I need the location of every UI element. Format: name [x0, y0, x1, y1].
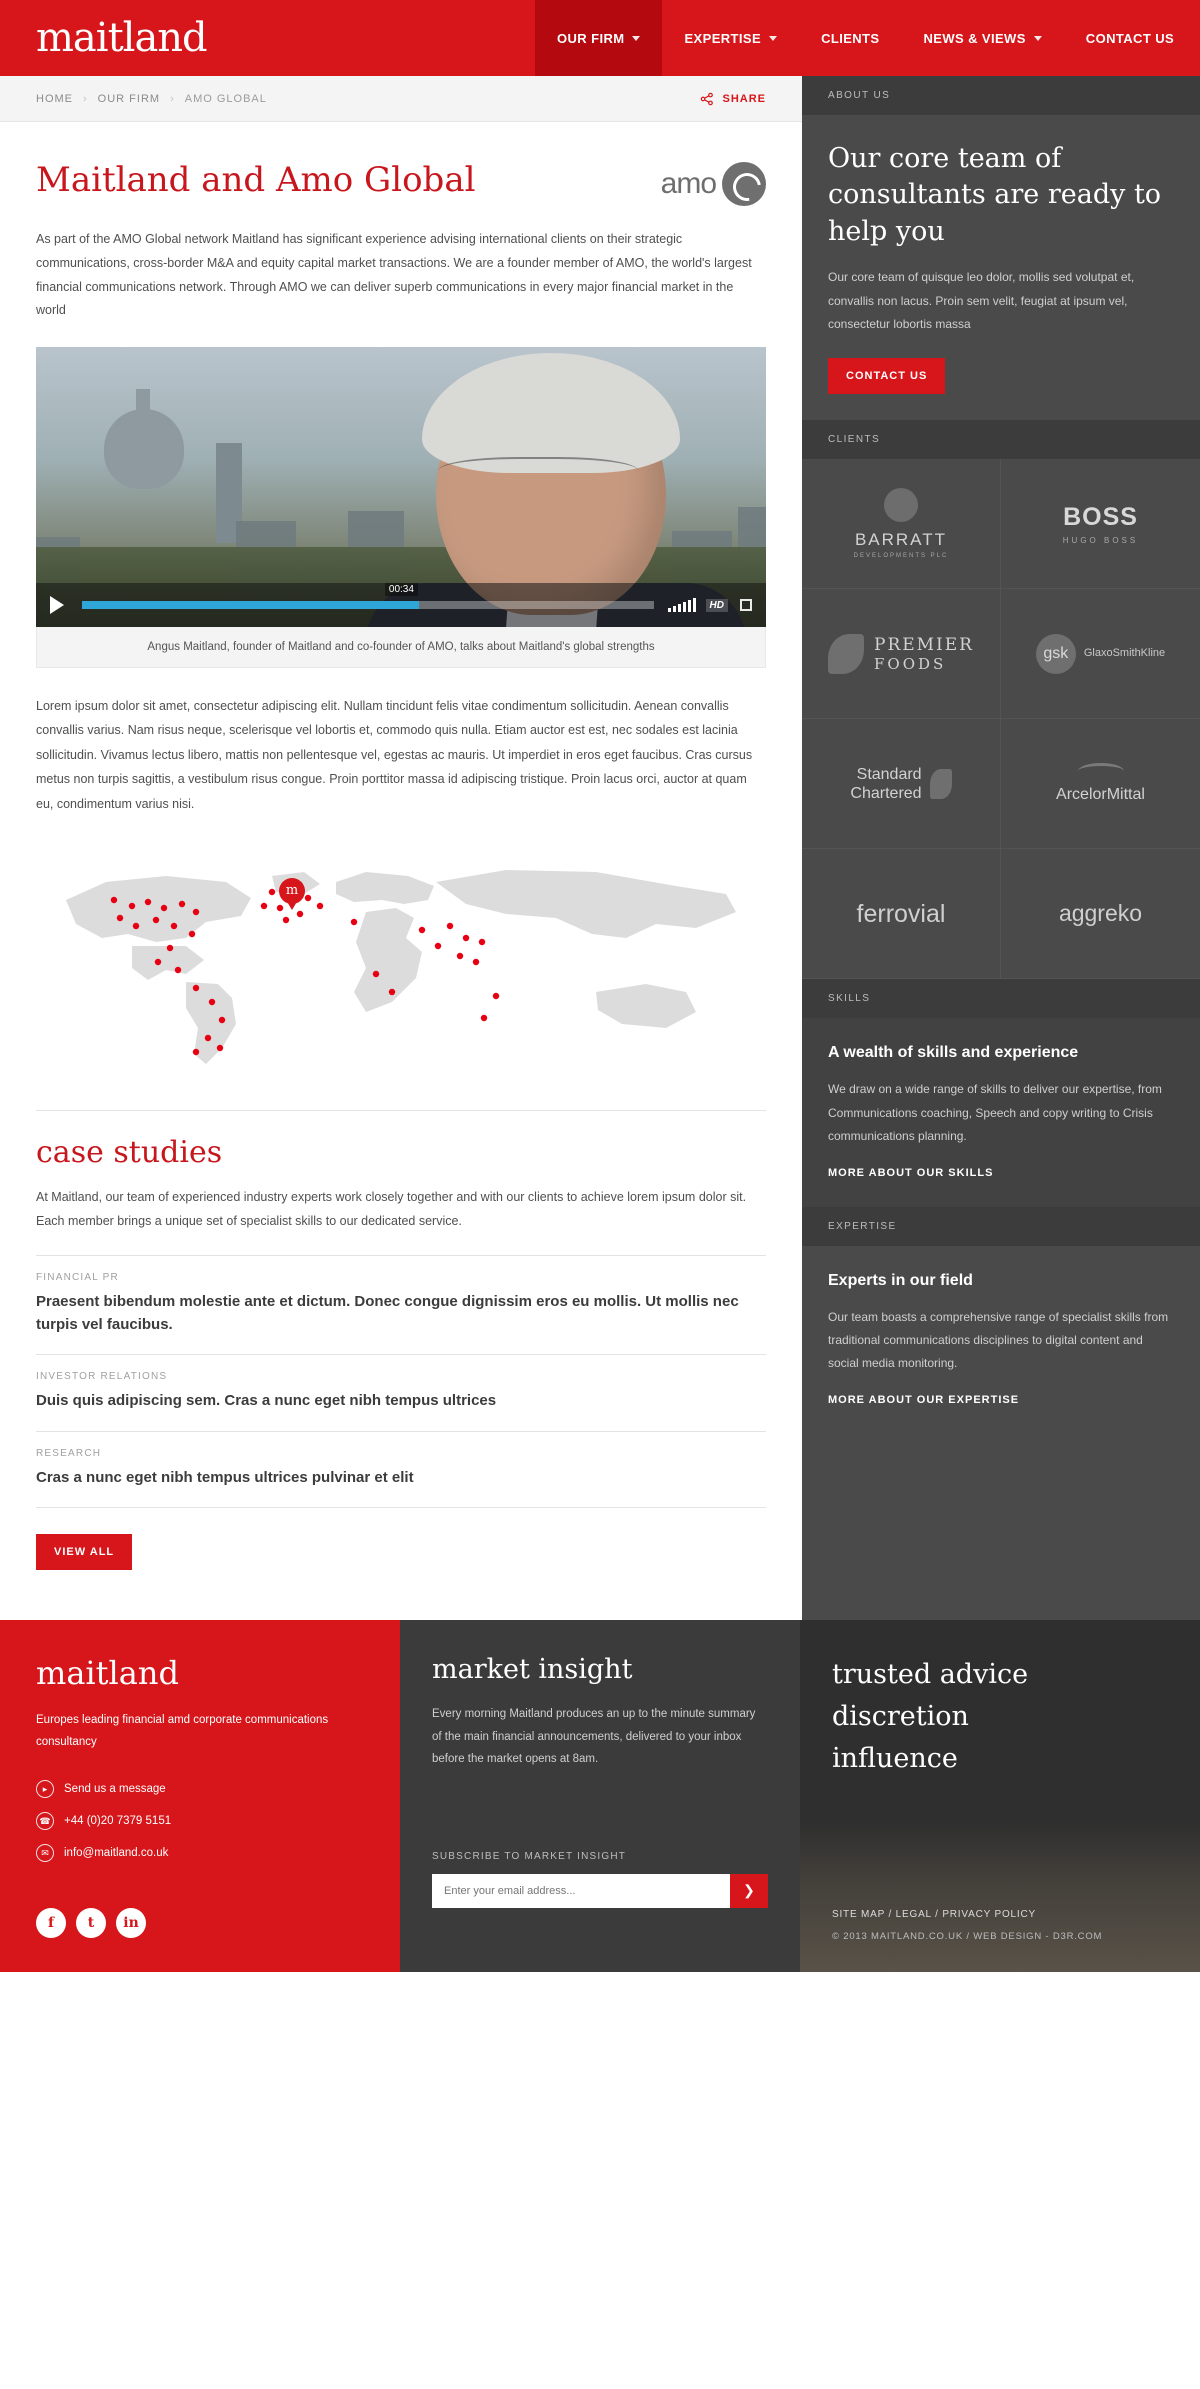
client-sub: DEVELOPMENTS PLC [853, 553, 949, 560]
volume-control[interactable] [668, 598, 752, 612]
client-logo-barratt[interactable] [802, 459, 1001, 589]
sidebar-label-clients: CLIENTS [802, 420, 1200, 459]
main-nav [535, 0, 1200, 76]
mail-icon: ✉ [36, 1844, 54, 1862]
subscribe-submit-button[interactable]: ❯ [730, 1874, 768, 1908]
footer-brand-panel [0, 1620, 400, 1972]
video-scrubber[interactable] [82, 584, 654, 609]
breadcrumb [36, 93, 267, 105]
footer-contact-label: Send us a message [64, 1783, 166, 1796]
nav-item-contact-us[interactable] [1064, 0, 1196, 76]
footer-contact-email[interactable] [36, 1844, 364, 1862]
footer-link-separator: / [935, 1909, 943, 1921]
footer-link-site-map[interactable]: SITE MAP [832, 1909, 885, 1921]
footer-copyright: © 2013 MAITLAND.CO.UK / WEB DESIGN - D3R.COM [832, 1931, 1103, 1943]
body-row [0, 76, 1200, 1620]
case-headline: Duis quis adipiscing sem. Cras a nunc eget nibh tempus ultrices [36, 1392, 497, 1410]
case-headline: Cras a nunc eget nibh tempus ultrices pulvinar et elit [36, 1468, 414, 1486]
share-icon [700, 92, 714, 106]
client-name: BOSS [1063, 503, 1138, 532]
client-sub: GlaxoSmithKline [1083, 647, 1166, 660]
skills-copy: We draw on a wide range of skills to deliver our expertise, from Communications coaching, Speech and copy writing to Crisis communications planning. [828, 1082, 1162, 1144]
article [0, 122, 802, 1620]
amo-swirl-icon [722, 162, 766, 206]
footer-logo[interactable]: maitland [36, 1654, 179, 1693]
breadcrumb-current: AMO GLOBAL [184, 92, 267, 105]
email-field[interactable] [432, 1874, 730, 1908]
case-studies-list [36, 1255, 766, 1508]
logo-area[interactable] [0, 0, 535, 76]
arcelormittal-mark-icon [1078, 763, 1124, 779]
volume-icon [668, 598, 698, 612]
chevron-down-icon [769, 36, 777, 41]
breadcrumb-separator: › [83, 92, 88, 105]
premier-leaf-icon [828, 634, 864, 674]
client-logo-standard-chartered[interactable] [802, 719, 1001, 849]
share-button[interactable] [700, 92, 766, 106]
nav-label-expertise: EXPERTISE [684, 30, 762, 46]
section-divider [36, 1110, 766, 1111]
list-item[interactable] [36, 1431, 766, 1509]
quote-line-2: discretion [832, 1701, 969, 1733]
chevron-down-icon [632, 36, 640, 41]
footer-contact-label: +44 (0)20 7379 5151 [64, 1815, 172, 1828]
breadcrumb-separator: › [170, 92, 175, 105]
about-heading: Our core team of consultants are ready to help you [828, 143, 1162, 247]
page-title: Maitland and Amo Global [36, 160, 476, 200]
article-title-row [36, 152, 766, 206]
nav-item-news-views[interactable] [901, 0, 1063, 76]
nav-label-our-firm: OUR FIRM [557, 30, 625, 46]
expertise-heading: Experts in our field [828, 1271, 973, 1289]
sidebar-label-skills: SKILLS [802, 979, 1200, 1018]
video-player[interactable] [36, 347, 766, 627]
client-name: BARRATT [854, 529, 948, 549]
case-headline: Praesent bibendum molestie ante et dictum. Donec congue dignissim eros eu mollis. Ut mollis nec turpis vel faucibus. [36, 1293, 739, 1333]
map-pin-london[interactable] [279, 878, 305, 912]
footer-tagline: Europes leading financial amd corporate communications consultancy [36, 1714, 329, 1749]
market-insight-copy: Every morning Maitland produces an up to the minute summary of the main financial announcements, delivered to your inbox before the market opens at 8am. [432, 1708, 756, 1766]
case-category: RESEARCH [36, 1447, 102, 1459]
video-time: 00:34 [385, 583, 418, 596]
main-content [0, 76, 802, 1620]
client-logo-hugo-boss[interactable] [1001, 459, 1200, 589]
client-name: gsk [1036, 634, 1076, 674]
footer-link-separator: / [888, 1909, 896, 1921]
client-name: ArcelorMittal [1056, 786, 1145, 804]
quote-line-1: trusted advice [832, 1659, 1029, 1691]
client-name: Standard [856, 765, 922, 783]
footer-links [832, 1909, 1036, 1920]
amo-logo [661, 162, 766, 206]
footer-quote-panel [800, 1620, 1200, 1972]
nav-label-news-views: NEWS & VIEWS [923, 30, 1026, 46]
client-logo-ferrovial[interactable] [802, 849, 1001, 979]
market-insight-title: market insight [432, 1654, 633, 1686]
skills-link[interactable]: MORE ABOUT OUR SKILLS [828, 1166, 994, 1179]
hd-badge[interactable]: HD [706, 599, 728, 612]
sidebar [802, 76, 1200, 1620]
client-name: PREMIER [874, 634, 974, 655]
footer-link-legal[interactable]: LEGAL [895, 1909, 932, 1921]
nav-item-our-firm[interactable] [535, 0, 662, 76]
clients-grid [802, 459, 1200, 979]
case-category: INVESTOR RELATIONS [36, 1371, 168, 1383]
video-progress [82, 601, 419, 609]
breadcrumb-bar [0, 76, 802, 122]
footer-link-privacy-policy[interactable]: PRIVACY POLICY [942, 1909, 1036, 1921]
subscribe-form [432, 1874, 768, 1908]
view-all-button[interactable]: VIEW ALL [36, 1534, 132, 1570]
case-studies-intro: At Maitland, our team of experienced industry experts work closely together and with our clients to achieve lorem ipsum dolor sit. Each member brings a unique set of specialist skills to our dedicated service. [36, 1189, 747, 1228]
footer-contact-label: info@maitland.co.uk [64, 1847, 169, 1860]
client-sub: FOODS [874, 655, 947, 674]
subscribe-label: SUBSCRIBE TO MARKET INSIGHT [432, 1850, 627, 1862]
breadcrumb-home[interactable]: HOME [36, 92, 73, 105]
client-logo-aggreko[interactable] [1001, 849, 1200, 979]
nav-item-clients[interactable] [799, 0, 901, 76]
footer-contact-list [36, 1780, 364, 1862]
breadcrumb-our-firm[interactable]: OUR FIRM [97, 92, 161, 105]
client-logo-arcelormittal[interactable] [1001, 719, 1200, 849]
nav-label-contact-us: CONTACT US [1085, 30, 1175, 46]
about-copy: Our core team of quisque leo dolor, mollis sed volutpat et, convallis non lacus. Proin sem velit, feugiat at ipsum vel, consectetur lobortis massa [828, 270, 1135, 332]
standard-chartered-mark-icon [930, 769, 952, 799]
video-controls[interactable] [36, 583, 766, 627]
footer-background-photo [800, 1822, 1200, 1972]
footer-insight-panel [400, 1620, 800, 1972]
skills-heading: A wealth of skills and experience [828, 1044, 1079, 1062]
sidebar-section-expertise [802, 1246, 1200, 1434]
footer-contact-phone[interactable] [36, 1812, 364, 1830]
fullscreen-icon[interactable] [740, 599, 752, 611]
list-item[interactable] [36, 1255, 766, 1354]
client-logo-premier-foods[interactable] [802, 589, 1001, 719]
contact-us-button[interactable]: CONTACT US [828, 358, 945, 394]
case-category: FINANCIAL PR [36, 1272, 119, 1284]
video-caption: Angus Maitland, founder of Maitland and co-founder of AMO, talks about Maitland's global strengths [36, 627, 766, 668]
facebook-icon[interactable]: f [36, 1908, 66, 1938]
site-footer [0, 1620, 1200, 1972]
nav-label-clients: CLIENTS [821, 30, 880, 46]
social-links [36, 1908, 364, 1938]
linkedin-icon[interactable]: in [116, 1908, 146, 1938]
sidebar-section-skills [802, 1018, 1200, 1206]
world-map-svg [36, 842, 766, 1092]
site-logo[interactable]: maitland [36, 15, 207, 61]
footer-contact-message[interactable] [36, 1780, 364, 1798]
footer-quote [832, 1654, 1168, 1780]
client-sub: Chartered [850, 784, 922, 802]
article-intro: As part of the AMO Global network Maitland has significant experience advising international clients on their strategic communications, cross-border M&A and equity capital market transactions. We are a founder member of AMO, the world's largest financial communications network. Through AMO we can deliver superb communications in every major financial market in the world [36, 232, 752, 318]
chevron-down-icon [1034, 36, 1042, 41]
arrow-right-icon: ▸ [36, 1780, 54, 1798]
expertise-copy: Our team boasts a comprehensive range of specialist skills from traditional communications disciplines to digital content and social media monitoring. [828, 1309, 1169, 1371]
client-name: ferrovial [856, 899, 946, 928]
client-logo-gsk[interactable] [1001, 589, 1200, 719]
share-label: SHARE [722, 92, 766, 105]
client-sub: HUGO BOSS [1062, 536, 1139, 546]
case-studies-title: case studies [36, 1134, 223, 1170]
sidebar-label-expertise: EXPERTISE [802, 1207, 1200, 1246]
phone-icon: ☎ [36, 1812, 54, 1830]
sidebar-section-about [802, 115, 1200, 420]
map-pin-label: m [279, 878, 305, 904]
nav-item-expertise[interactable] [662, 0, 799, 76]
site-header [0, 0, 1200, 76]
article-body: Lorem ipsum dolor sit amet, consectetur adipiscing elit. Nullam tincidunt felis vitae condimentum sollicitudin. Aenean convallis convallis varius. Nam risus neque, scelerisque vel lobortis et, commodo quis nulla. Etiam auctor est est, nec sodales est lacinia sollicitudin. Vivamus lectus libero, mattis non pellentesque vel, egestas ac mauris. Ut imperdiet in eros eget faucibus. Cras cursus metus non turpis sagittis, a vestibulum risus congue. Proin porttitor massa id adipiscing tristique. Proin lacus orci, auctor at quam eu, condimentum varius nisi. [36, 699, 753, 811]
play-icon[interactable] [50, 596, 64, 614]
twitter-icon[interactable]: t [76, 1908, 106, 1938]
list-item[interactable] [36, 1354, 766, 1431]
world-map [36, 842, 766, 1092]
expertise-link[interactable]: MORE ABOUT OUR EXPERTISE [828, 1393, 1020, 1406]
subject-glasses [438, 457, 638, 491]
sidebar-label-about: ABOUT US [802, 76, 1200, 115]
amo-logo-text: amo [660, 167, 716, 200]
quote-line-3: influence [832, 1743, 958, 1775]
barratt-mark-icon [884, 488, 918, 522]
client-name: aggreko [1058, 900, 1143, 927]
